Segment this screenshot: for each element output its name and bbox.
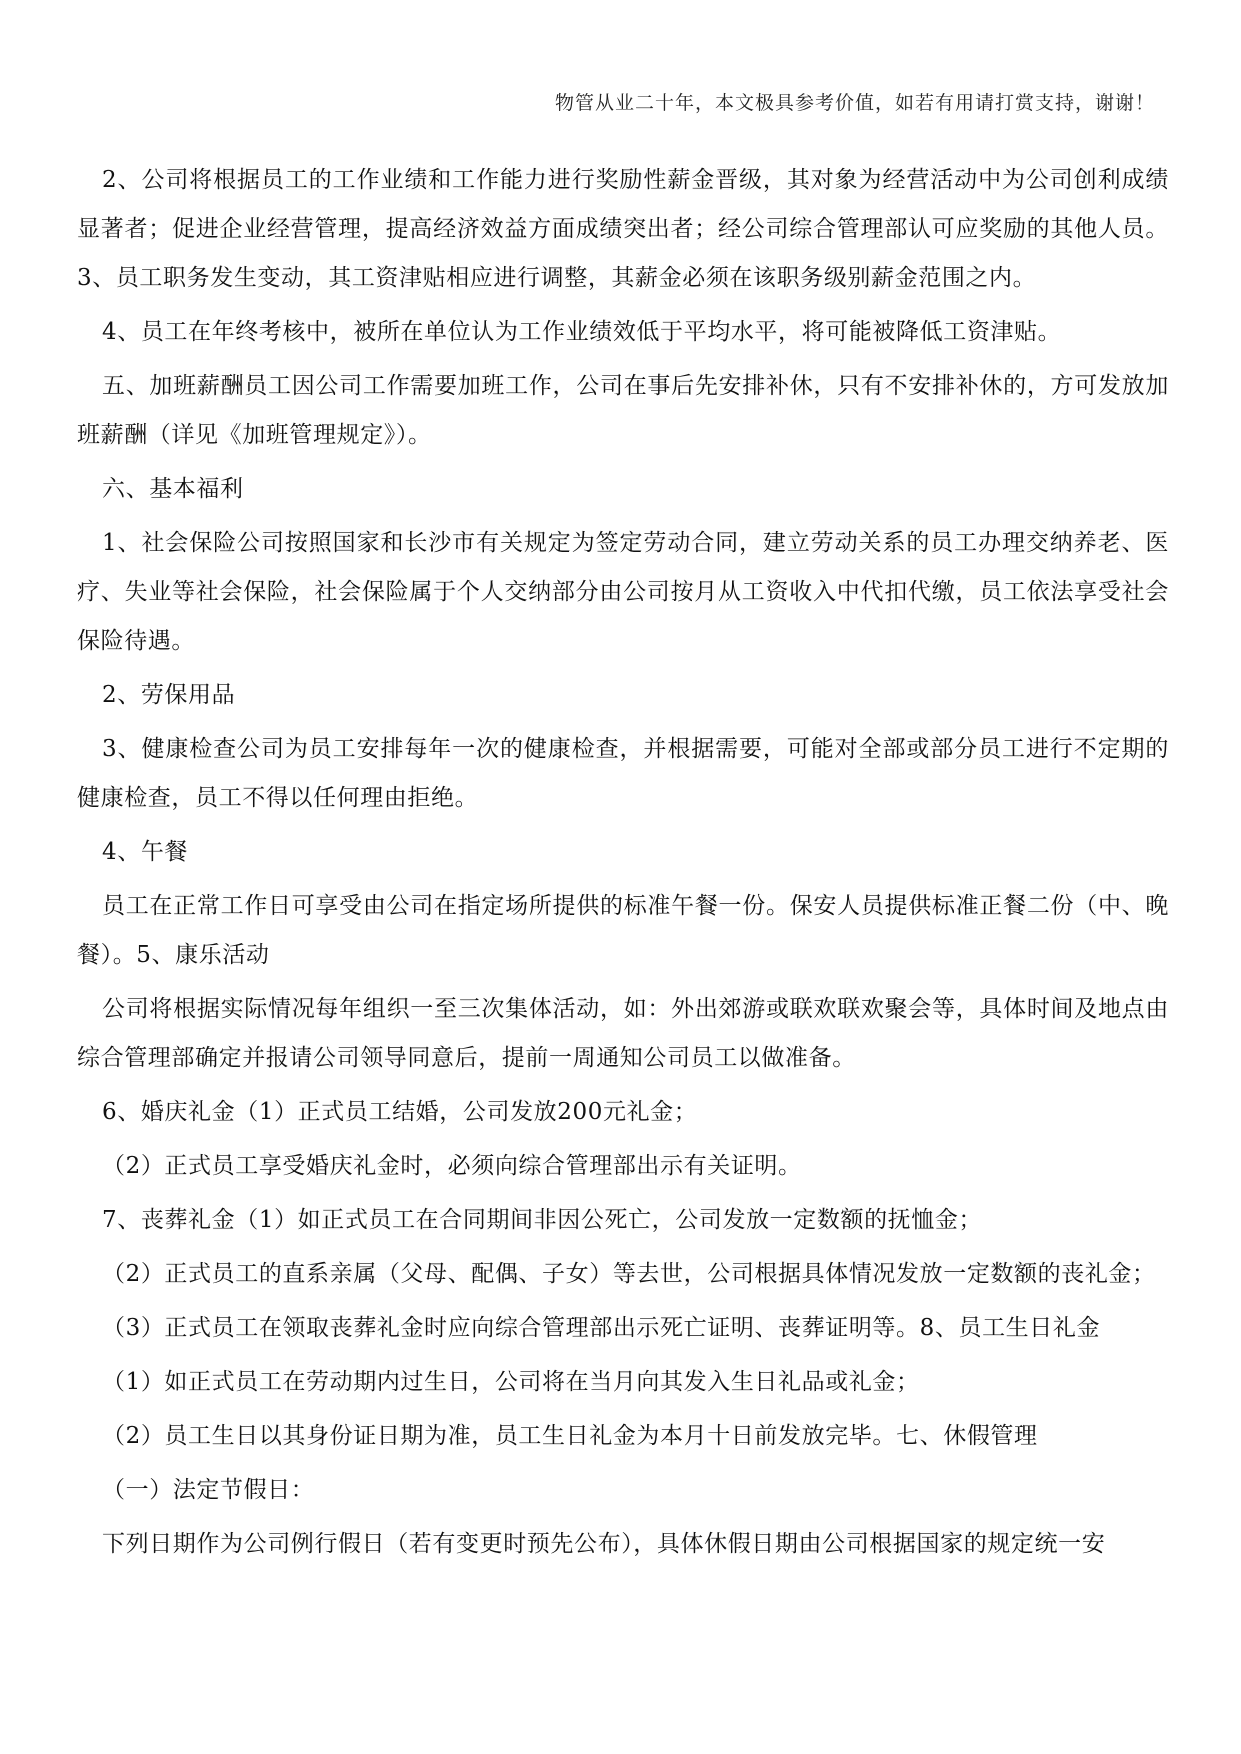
paragraph: （2）正式员工享受婚庆礼金时，必须向综合管理部出示有关证明。 bbox=[102, 1153, 802, 1179]
sub-heading: 4、午餐 bbox=[102, 839, 189, 865]
paragraph: 7、丧葬礼金（1）如正式员工在合同期间非因公死亡，公司发放一定数额的抚恤金； bbox=[102, 1207, 983, 1233]
paragraph: 五、加班薪酬员工因公司工作需要加班工作，公司在事后先安排补休，只有不安排补休的，方可发放加班薪酬（详见《加班管理规定》）。 bbox=[77, 373, 1169, 448]
paragraph: 2、公司将根据员工的工作业绩和工作能力进行奖励性薪金晋级，其对象为经营活动中为公司创利成绩显著者；促进企业经营管理，提高经济效益方面成绩突出者；经公司综合管理部认可应奖励的其他人员。3、员工职务发生变动，其工资津贴相应进行调整，其薪金必须在该职务级别薪金范围之内。 bbox=[77, 167, 1169, 291]
header-note: 物管从业二十年，本文极具参考价值，如若有用请打赏支持，谢谢！ bbox=[554, 92, 1155, 114]
paragraph: 员工在正常工作日可享受由公司在指定场所提供的标准午餐一份。保安人员提供标准正餐二份（中、晚餐）。5、康乐活动 bbox=[77, 893, 1169, 968]
paragraph: 4、员工在年终考核中，被所在单位认为工作业绩效低于平均水平，将可能被降低工资津贴。 bbox=[102, 319, 1062, 345]
paragraph: 3、健康检查公司为员工安排每年一次的健康检查，并根据需要，可能对全部或部分员工进行不定期的健康检查，员工不得以任何理由拒绝。 bbox=[77, 736, 1169, 811]
paragraph: （1）如正式员工在劳动期内过生日，公司将在当月向其发入生日礼品或礼金； bbox=[102, 1369, 920, 1395]
paragraph: 下列日期作为公司例行假日（若有变更时预先公布），具体休假日期由公司根据国家的规定统一安 bbox=[102, 1531, 1106, 1557]
sub-heading: 2、劳保用品 bbox=[102, 682, 236, 708]
section-heading: 六、基本福利 bbox=[102, 476, 244, 502]
document-body bbox=[77, 156, 1169, 1574]
paragraph: 1、社会保险公司按照国家和长沙市有关规定为签定劳动合同，建立劳动关系的员工办理交纳养老、医疗、失业等社会保险，社会保险属于个人交纳部分由公司按月从工资收入中代扣代缴，员工依法享受社会保险待遇。 bbox=[77, 530, 1169, 654]
sub-heading: （一）法定节假日： bbox=[102, 1477, 315, 1503]
paragraph: 公司将根据实际情况每年组织一至三次集体活动，如：外出郊游或联欢联欢聚会等，具体时间及地点由综合管理部确定并报请公司领导同意后，提前一周通知公司员工以做准备。 bbox=[77, 996, 1169, 1071]
paragraph: （2）正式员工的直系亲属（父母、配偶、子女）等去世，公司根据具体情况发放一定数额的丧礼金； bbox=[102, 1261, 1156, 1287]
paragraph: （3）正式员工在领取丧葬礼金时应向综合管理部出示死亡证明、丧葬证明等。8、员工生日礼金 bbox=[102, 1315, 1101, 1341]
paragraph: 6、婚庆礼金（1）正式员工结婚，公司发放200元礼金； bbox=[102, 1099, 698, 1125]
paragraph: （2）员工生日以其身份证日期为准，员工生日礼金为本月十日前发放完毕。七、休假管理 bbox=[102, 1423, 1038, 1449]
